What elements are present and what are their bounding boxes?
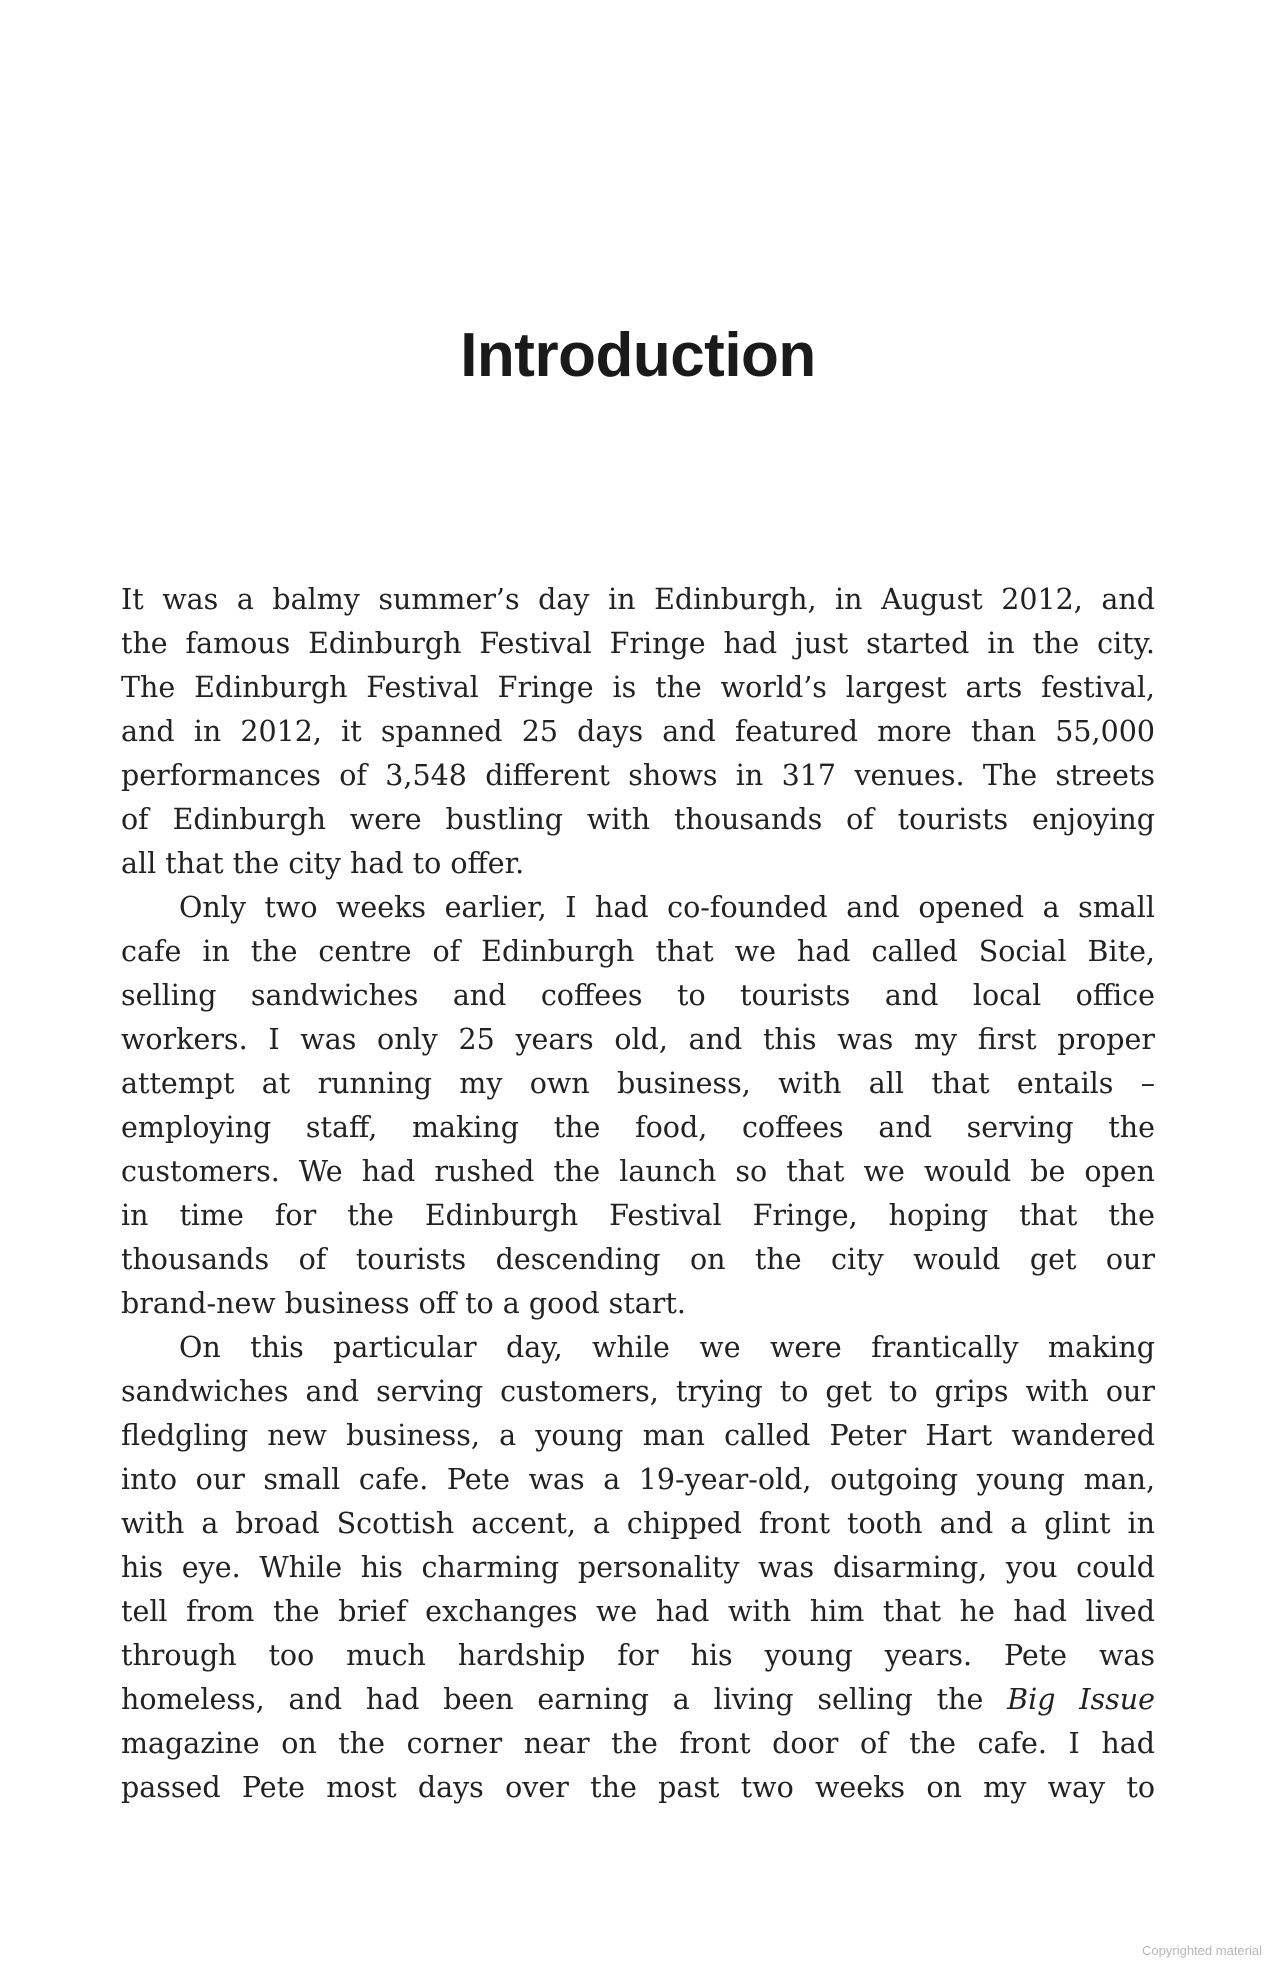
text-line: performances of 3,548 different shows in 317 venues. The streets	[121, 759, 1155, 792]
body-text	[121, 578, 1155, 1810]
text-line: customers. We had rushed the launch so that we would be open	[121, 1155, 1155, 1188]
text-line: On this particular day, while we were frantically making	[179, 1331, 1155, 1364]
text-line: Only two weeks earlier, I had co-founded and opened a small	[179, 891, 1155, 924]
text-line: selling sandwiches and coffees to tourists and local office	[121, 979, 1155, 1012]
text-line-with-italic	[121, 1678, 1155, 1722]
text-line: in time for the Edinburgh Festival Fringe, hoping that the	[121, 1199, 1155, 1232]
text-line: employing staff, making the food, coffees and serving the	[121, 1111, 1155, 1144]
magazine-title: Big Issue	[1007, 1683, 1155, 1716]
text-line: workers. I was only 25 years old, and this was my first proper	[121, 1023, 1155, 1056]
text-line: of Edinburgh were bustling with thousands of tourists enjoying	[121, 803, 1155, 836]
text-line: with a broad Scottish accent, a chipped front tooth and a glint in	[121, 1507, 1155, 1540]
text-line: sandwiches and serving customers, trying to get to grips with our	[121, 1375, 1155, 1408]
text-line: into our small cafe. Pete was a 19-year-old, outgoing young man,	[121, 1463, 1155, 1496]
text-line: and in 2012, it spanned 25 days and featured more than 55,000	[121, 715, 1155, 748]
text-line: passed Pete most days over the past two weeks on my way to	[121, 1771, 1155, 1804]
copyright-watermark: Copyrighted material	[1142, 1943, 1262, 1958]
text-line: fledgling new business, a young man called Peter Hart wandered	[121, 1419, 1155, 1452]
text-line: thousands of tourists descending on the city would get our	[121, 1243, 1155, 1276]
text-line: tell from the brief exchanges we had with him that he had lived	[121, 1595, 1155, 1628]
text-line: attempt at running my own business, with all that entails –	[121, 1067, 1155, 1100]
paragraph-3	[121, 1326, 1155, 1810]
text-line: The Edinburgh Festival Fringe is the world’s largest arts festival,	[121, 671, 1155, 704]
paragraph-2	[121, 886, 1155, 1326]
text-line: magazine on the corner near the front door of the cafe. I had	[121, 1727, 1155, 1760]
text-line: all that the city had to offer.	[121, 847, 525, 880]
text-line: brand-new business off to a good start.	[121, 1287, 686, 1320]
text-segment: homeless, and had been earning a living selling the	[121, 1683, 1008, 1716]
chapter-title: Introduction	[460, 321, 816, 390]
paragraph-1	[121, 578, 1155, 886]
text-line: cafe in the centre of Edinburgh that we had called Social Bite,	[121, 935, 1155, 968]
text-line: It was a balmy summer’s day in Edinburgh, in August 2012, and	[121, 583, 1155, 616]
text-line: the famous Edinburgh Festival Fringe had just started in the city.	[121, 627, 1155, 660]
text-line: his eye. While his charming personality was disarming, you could	[121, 1551, 1155, 1584]
text-line: through too much hardship for his young years. Pete was	[121, 1639, 1155, 1672]
